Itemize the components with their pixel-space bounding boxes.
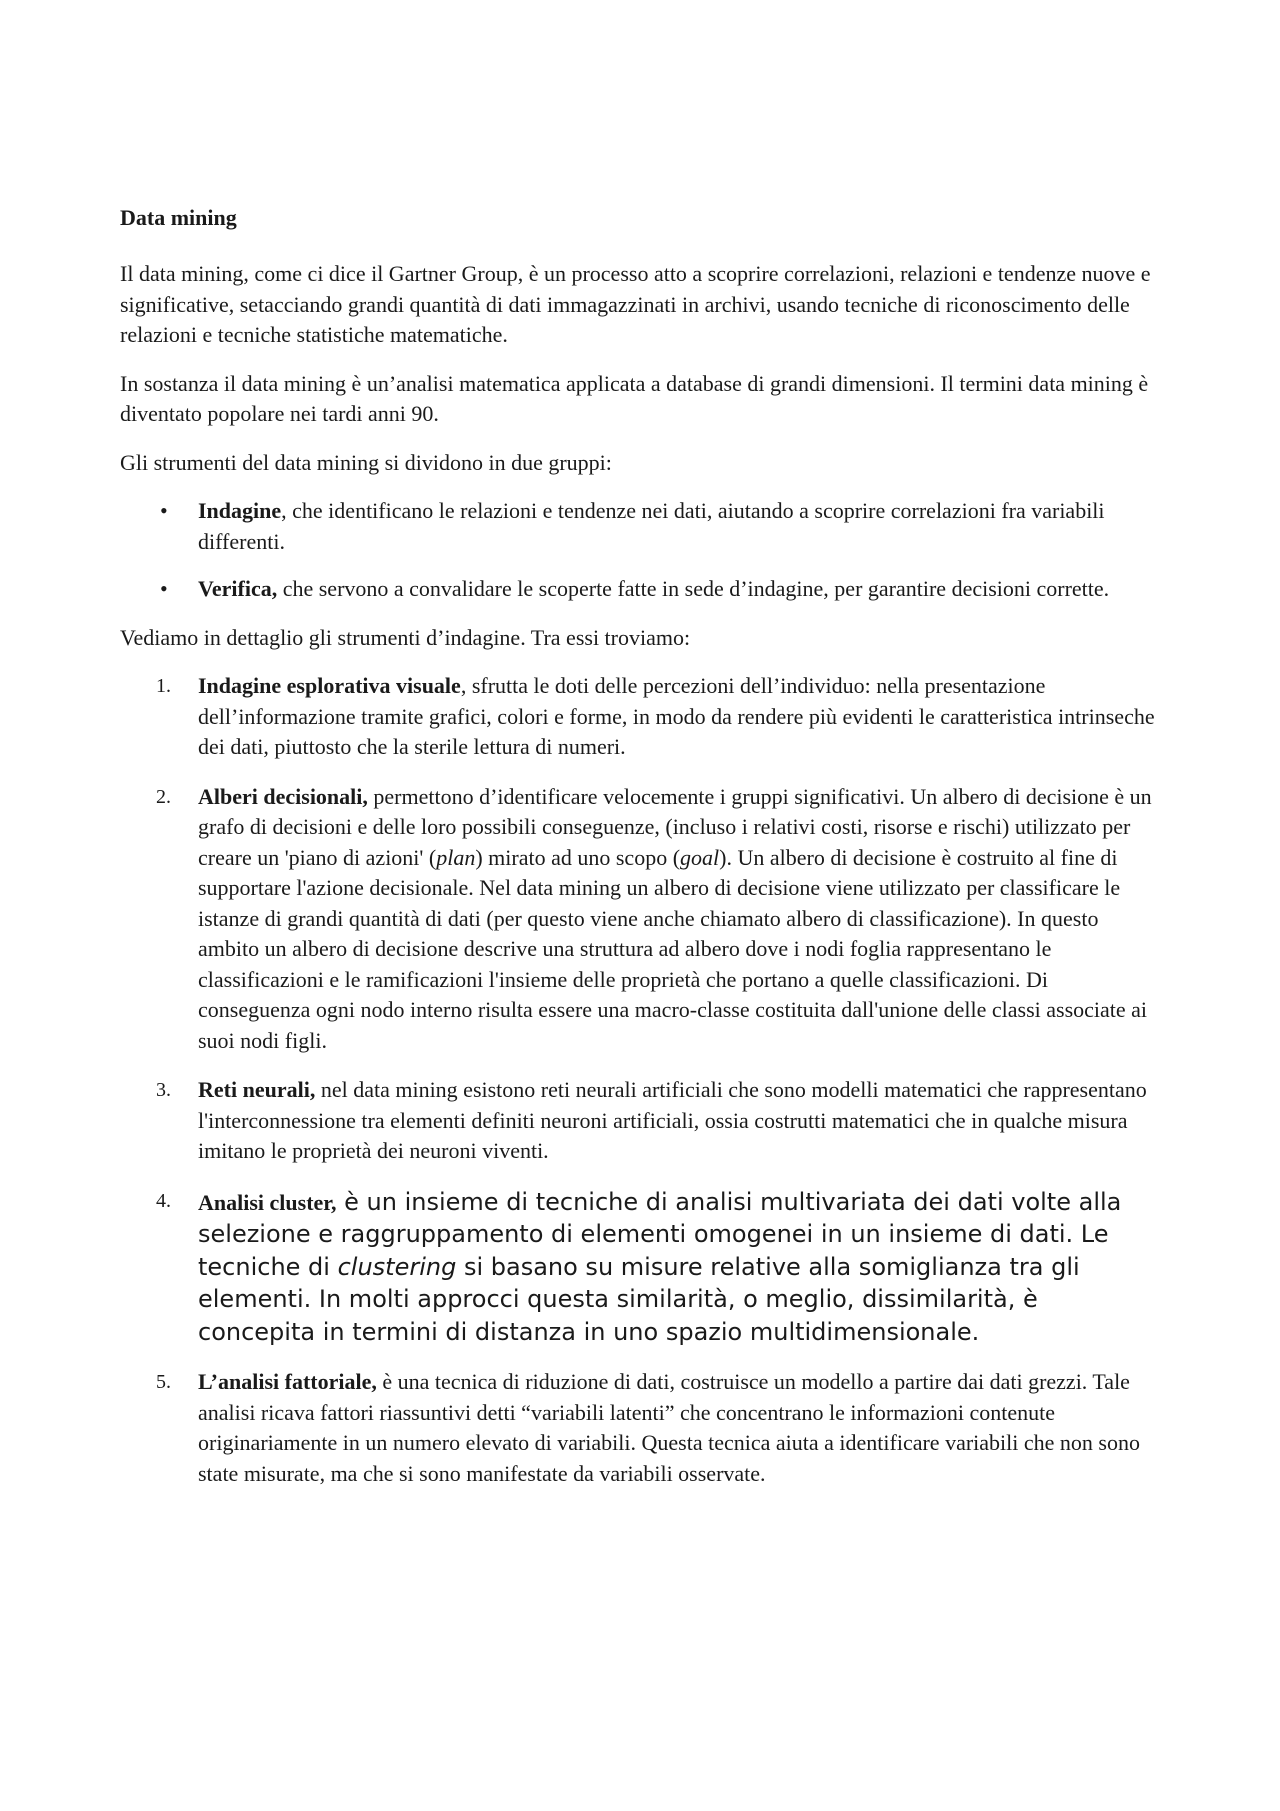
group-text: , che identificano le relazioni e tendenze nei dati, aiutando a scoprire correlazioni fra variabili differenti. [198,498,1105,554]
intro-paragraph-3: Gli strumenti del data mining si dividono in due gruppi: [120,449,612,475]
item-number: 1. [156,675,171,697]
list-item [120,1075,1162,1167]
groups-list [120,496,1162,605]
tool-term: Indagine esplorativa visuale [198,673,461,698]
tool-italic-term: plan [436,844,476,870]
tool-term: Reti neurali, [198,1077,316,1102]
tool-text: è una tecnica di riduzione di dati, costruisce un modello a partire dai dati grezzi. Tale analisi ricava fattori riassuntivi detti “variabili latenti” che concentrano le informazioni contenute originariamente in un numero elevato di variabili. Questa tecnica aiuta a identificare variabili che non sono state misurate, ma che si sono manifestate da variabili osservate. [198,1369,1140,1486]
document-title: Data mining [120,205,237,230]
item-number: 4. [156,1189,171,1212]
group-term: Indagine [198,498,282,523]
item-number: 2. [156,785,171,808]
item-number: 5. [156,1371,171,1393]
group-term: Verifica, [198,576,278,601]
tool-term: L’analisi fattoriale, [198,1369,377,1394]
tool-text: ) mirato ad uno scopo ( [475,844,681,870]
list-item [120,782,1162,1057]
tool-text: ). Un albero di decisione è costruito al fine di supportare l'azione decisionale. Nel data mining un albero di decisione viene utilizzato per classificare le istanze di grandi quantità di dati (per questo viene anche chiamato albero di classificazione). In questo ambito un albero di decisione descrive una struttura ad albero dove i nodi foglia rappresentano le classificazioni e le ramificazioni l'insieme delle proprietà che portano a quelle classificazioni. Di conseguenza ogni nodo interno risulta essere una macro-classe costituita dall'unione delle classi associate ai suoi nodi figli. [198,844,1148,1053]
tool-text: si basano su misure relative alla somiglianza tra gli elementi. In molti approcci questa similarità, o meglio, dissimilarità, è concepita in termini di distanza in uno spazio multidimensionale. [198,1252,1080,1346]
list-item [120,1367,1162,1489]
bullet-icon: • [160,498,168,523]
bullet-icon: • [160,576,168,601]
tool-text: permettono d’identificare velocemente i gruppi significativi. Un albero di decisione è un grafo di decisioni e delle loro possibili conseguenze, (incluso i relativi costi, risorse e rischi) utilizzato per creare un 'piano di azioni' ( [198,783,1152,870]
intro-paragraph-2: In sostanza il data mining è un’analisi matematica applicata a database di grandi dimensioni. Il termini data mining è diventato popolare nei tardi anni 90. [120,370,1149,426]
tool-text: è un insieme di tecniche di analisi multivariata dei dati volte alla selezione e raggruppamento di elementi omogenei in un insieme di dati. Le tecniche di [198,1187,1122,1281]
tool-text: nel data mining esistono reti neurali artificiali che sono modelli matematici che rappresentano l'interconnessione tra elementi definiti neuroni artificiali, ossia costrutti matematici che in qualche misura imitano le proprietà dei neuroni viventi. [198,1077,1147,1163]
group-text: che servono a convalidare le scoperte fatte in sede d’indagine, per garantire decisioni corrette. [277,576,1110,601]
list-item [120,1186,1162,1349]
intro-paragraph-1: Il data mining, come ci dice il Gartner Group, è un processo atto a scoprire correlazioni, relazioni e tendenze nuove e significative, setacciando grandi quantità di dati immagazzinati in archivi, usando tecniche di riconoscimento delle relazioni e tecniche statistiche matematiche. [120,261,1151,347]
tool-term: Alberi decisionali, [198,783,368,809]
tool-text: , sfrutta le doti delle percezioni dell’individuo: nella presentazione dell’informazione tramite grafici, colori e forme, in modo da rendere più evidenti le caratteristica intrinseche dei dati, piuttosto che la sterile lettura di numeri. [198,673,1155,759]
list-item [120,496,1162,557]
item-number: 3. [156,1079,171,1101]
tools-intro: Vediamo in dettaglio gli strumenti d’indagine. Tra essi troviamo: [120,624,691,650]
tool-italic-term: clustering [337,1252,457,1281]
list-item [120,574,1162,605]
tool-italic-term: goal [680,844,720,870]
list-item [120,671,1162,763]
tool-term: Analisi cluster, [198,1189,337,1215]
tools-list [120,671,1162,1489]
